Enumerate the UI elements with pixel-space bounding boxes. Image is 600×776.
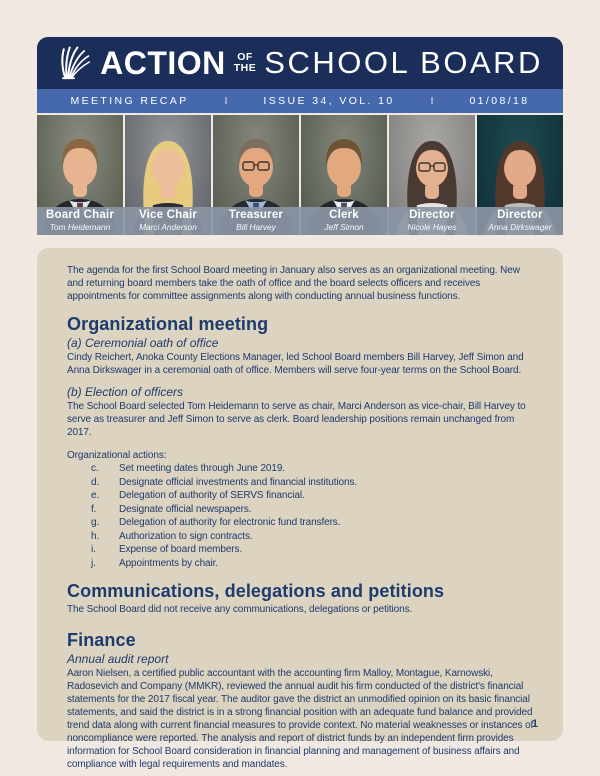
article-body	[37, 248, 563, 770]
member-name-banner	[37, 207, 563, 235]
member-label	[477, 207, 563, 235]
list-item-letter: f.	[91, 503, 97, 515]
member-title: Director	[497, 209, 543, 221]
member-label	[37, 207, 123, 235]
board-member-photo-row	[37, 115, 563, 235]
list-item-letter: j.	[91, 557, 96, 569]
meta-separator: I	[430, 95, 434, 107]
member-name: Tom Heidemann	[49, 222, 111, 232]
member-name: Bill Harvey	[236, 222, 276, 232]
list-item-text: Delegation of authority of SERVS financial.	[119, 490, 305, 501]
intro-paragraph: The agenda for the first School Board meeting in January also serves as an organizational meeting. New and returning board members take the oath of office and the board selects officers and receives appointments for committee assignments along with conducting annual business functions.	[67, 265, 520, 302]
meta-meeting-recap: MEETING RECAP	[70, 95, 189, 107]
list-item	[67, 503, 536, 517]
subheading-ceremonial-oath: (a) Ceremonial oath of office	[67, 336, 219, 350]
meta-date: 01/08/18	[469, 95, 530, 107]
member-name: Jeff Simon	[324, 222, 364, 232]
list-item-text: Delegation of authority for electronic fund transfers.	[119, 517, 341, 528]
list-item-text: Set meeting dates through June 2019.	[119, 463, 285, 474]
member-title: Board Chair	[45, 209, 115, 221]
district-logo-icon	[57, 42, 91, 82]
list-item-letter: h.	[91, 530, 100, 542]
newsletter-title	[100, 45, 543, 82]
list-item-text: Appointments by chair.	[119, 557, 218, 569]
member-title: Clerk	[329, 209, 359, 221]
list-item-text: Designate official investments and financial institutions.	[119, 476, 358, 488]
list-item	[67, 489, 536, 503]
title-word-school-board: SCHOOL BOARD	[264, 45, 543, 80]
member-name: Marci Anderson	[139, 222, 197, 232]
list-item-letter: e.	[91, 490, 100, 501]
member-label	[213, 207, 299, 235]
subheading-election-of-officers: (b) Election of officers	[67, 385, 184, 399]
heading-organizational-meeting: Organizational meeting	[67, 314, 269, 334]
member-label	[125, 207, 211, 235]
list-item	[67, 530, 536, 544]
member-title: Treasurer	[228, 209, 284, 221]
organizational-actions-label: Organizational actions:	[67, 450, 167, 461]
organizational-actions-list	[67, 462, 536, 570]
list-item-letter: d.	[91, 476, 100, 488]
paragraph-ceremonial-oath: Cindy Reichert, Anoka County Elections Manager, led School Board members Bill Harvey, Jeff Simon and Anna Dirkswager in a ceremonial oath of office. Members will serve four-year terms on the School Board.	[67, 352, 524, 376]
issue-meta-bar	[37, 89, 563, 113]
newsletter-page	[37, 37, 563, 770]
title-word-action: ACTION	[100, 44, 226, 81]
meta-separator: I	[224, 95, 228, 107]
member-title: Director	[409, 209, 455, 221]
meta-issue-volume: ISSUE 34, VOL. 10	[263, 95, 395, 107]
title-word-of: OF	[237, 50, 253, 63]
list-item-letter: c.	[91, 463, 99, 474]
masthead	[37, 37, 563, 89]
heading-communications: Communications, delegations and petitions	[67, 581, 445, 601]
list-item	[67, 462, 536, 476]
list-item	[67, 543, 536, 557]
title-of-the	[234, 52, 257, 74]
list-item-letter: g.	[91, 517, 100, 528]
list-item-text: Expense of board members.	[119, 544, 243, 555]
list-item-text: Designate official newspapers.	[119, 503, 252, 515]
member-label	[301, 207, 387, 235]
list-item-text: Authorization to sign contracts.	[119, 530, 253, 542]
member-name: Nicole Hayes	[407, 222, 457, 232]
list-item	[67, 476, 536, 490]
paragraph-annual-audit: Aaron Nielsen, a certified public accountant with the accounting firm Malloy, Montague, Karnowski, Radosevich and Company (MMKR), reviewed the annual audit his firm conducted of the district's financial statements for the 2017 fiscal year. The auditor gave the district an unmodified opinion on its basic financial statements, and said the district is in a strong financial position with an adequate fund balance and provided trend data along with current financial measures to provide context. No material weaknesses or instances of noncompliance were reported. The analysis and report of district funds by an independent firm provides information for School Board consideration in financial planning and management of business affairs and compliance with legal requirements and mandates.	[67, 668, 534, 770]
member-label	[389, 207, 475, 235]
paragraph-communications: The School Board did not receive any communications, delegations or petitions.	[67, 604, 413, 615]
page-number: 1	[531, 718, 538, 730]
subheading-annual-audit-report: Annual audit report	[67, 652, 169, 666]
list-item-letter: i.	[91, 544, 96, 555]
heading-finance: Finance	[67, 630, 136, 650]
list-item	[67, 557, 536, 571]
title-word-the: THE	[233, 62, 257, 74]
paragraph-election-of-officers: The School Board selected Tom Heidemann to serve as chair, Marci Anderson as vice-chair, Bill Harvey to serve as treasurer and Jeff Simon to serve as clerk. Board leadership positions remain unchanged from 2017.	[67, 401, 526, 438]
list-item	[67, 516, 536, 530]
member-name: Anna Dirkswager	[488, 222, 552, 232]
member-title: Vice Chair	[138, 209, 198, 221]
